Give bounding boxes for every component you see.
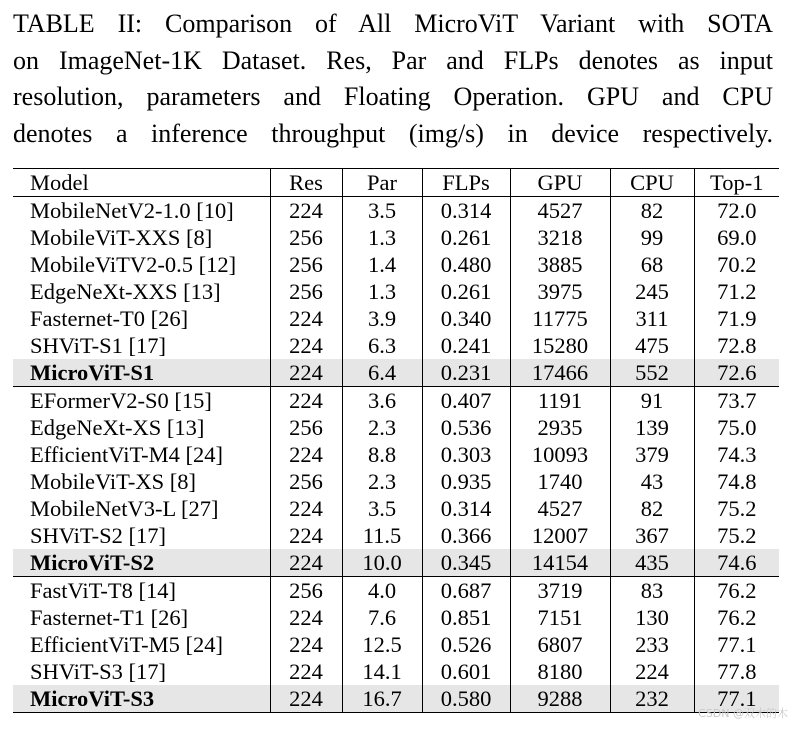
cell-model: EdgeNeXt-XXS [13]: [30, 279, 221, 304]
cell-top1: 74.8: [694, 468, 779, 495]
caption-line: TABLE II: Comparison of All MicroViT Variant with SOTA: [13, 9, 773, 38]
cell-model: EdgeNeXt-XS [13]: [30, 415, 205, 440]
cell-res: 224: [270, 197, 342, 225]
table-row: [13, 414, 779, 441]
cell-gpu: 11775: [510, 305, 610, 332]
cell-flps: 0.231: [422, 359, 510, 387]
cell-par: 3.5: [342, 495, 422, 522]
cell-cpu: 435: [610, 549, 694, 577]
cell-res: 224: [270, 387, 342, 415]
cell-gpu: 9288: [510, 685, 610, 713]
cell-cpu: 82: [610, 495, 694, 522]
header-model: Model: [30, 170, 89, 195]
cell-top1: 73.7: [694, 387, 779, 415]
cell-gpu: 3975: [510, 278, 610, 305]
cell-gpu: 4527: [510, 495, 610, 522]
cell-cpu: 43: [610, 468, 694, 495]
cell-flps: 0.261: [422, 278, 510, 305]
cell-top1: 76.2: [694, 577, 779, 605]
cell-cpu: 224: [610, 658, 694, 685]
cell-par: 11.5: [342, 522, 422, 549]
cell-res: 224: [270, 359, 342, 387]
table-row: [13, 604, 779, 631]
cell-par: 3.6: [342, 387, 422, 415]
cell-gpu: 7151: [510, 604, 610, 631]
table-row-highlight: [13, 685, 779, 713]
cell-cpu: 367: [610, 522, 694, 549]
header-cpu: CPU: [610, 169, 694, 197]
cell-gpu: 1740: [510, 468, 610, 495]
cell-res: 256: [270, 224, 342, 251]
cell-cpu: 311: [610, 305, 694, 332]
cell-par: 7.6: [342, 604, 422, 631]
cell-gpu: 2935: [510, 414, 610, 441]
cell-cpu: 83: [610, 577, 694, 605]
cell-res: 256: [270, 251, 342, 278]
table-row: [13, 278, 779, 305]
table-row: [13, 251, 779, 278]
cell-flps: 0.314: [422, 495, 510, 522]
cell-flps: 0.261: [422, 224, 510, 251]
cell-model: SHViT-S2 [17]: [30, 523, 166, 548]
cell-cpu: 139: [610, 414, 694, 441]
cell-model: MicroViT-S2: [13, 549, 270, 577]
cell-flps: 0.241: [422, 332, 510, 359]
cell-res: 256: [270, 468, 342, 495]
cell-cpu: 99: [610, 224, 694, 251]
cell-res: 256: [270, 278, 342, 305]
cell-par: 2.3: [342, 468, 422, 495]
cell-top1: 70.2: [694, 251, 779, 278]
cell-cpu: 82: [610, 197, 694, 225]
table-body: [13, 197, 779, 713]
cell-gpu: 3719: [510, 577, 610, 605]
cell-flps: 0.601: [422, 658, 510, 685]
cell-model: Fasternet-T0 [26]: [30, 306, 189, 331]
cell-top1: 75.2: [694, 495, 779, 522]
cell-cpu: 68: [610, 251, 694, 278]
cell-par: 2.3: [342, 414, 422, 441]
table-row-highlight: [13, 359, 779, 387]
cell-par: 4.0: [342, 577, 422, 605]
cell-par: 6.4: [342, 359, 422, 387]
cell-model: MobileNetV2-1.0 [10]: [30, 198, 234, 223]
cell-flps: 0.303: [422, 441, 510, 468]
table-row: [13, 332, 779, 359]
caption-line: on ImageNet-1K Dataset. Res, Par and FLPs denotes as input: [13, 45, 773, 75]
cell-flps: 0.526: [422, 631, 510, 658]
cell-par: 1.3: [342, 278, 422, 305]
cell-cpu: 91: [610, 387, 694, 415]
cell-model: MobileViT-XS [8]: [30, 469, 196, 494]
cell-res: 224: [270, 631, 342, 658]
table-caption: [13, 6, 773, 152]
cell-top1: 72.6: [694, 359, 779, 387]
cell-top1: 69.0: [694, 224, 779, 251]
cell-res: 224: [270, 549, 342, 577]
cell-model: EFormerV2-S0 [15]: [30, 388, 212, 413]
cell-res: 224: [270, 305, 342, 332]
cell-flps: 0.340: [422, 305, 510, 332]
table-row: [13, 468, 779, 495]
cell-gpu: 15280: [510, 332, 610, 359]
comparison-table-container: [13, 168, 779, 713]
cell-flps: 0.345: [422, 549, 510, 577]
cell-par: 3.9: [342, 305, 422, 332]
cell-cpu: 245: [610, 278, 694, 305]
header-top1: Top-1: [694, 169, 779, 197]
cell-model: EfficientViT-M4 [24]: [30, 442, 223, 467]
cell-top1: 76.2: [694, 604, 779, 631]
cell-par: 8.8: [342, 441, 422, 468]
cell-par: 1.4: [342, 251, 422, 278]
table-row-highlight: [13, 549, 779, 577]
cell-res: 224: [270, 658, 342, 685]
table-row: [13, 522, 779, 549]
cell-gpu: 1191: [510, 387, 610, 415]
cell-par: 1.3: [342, 224, 422, 251]
cell-top1: 74.3: [694, 441, 779, 468]
cell-res: 224: [270, 685, 342, 713]
cell-flps: 0.314: [422, 197, 510, 225]
cell-top1: 74.6: [694, 549, 779, 577]
cell-top1: 71.2: [694, 278, 779, 305]
cell-par: 3.5: [342, 197, 422, 225]
cell-top1: 72.0: [694, 197, 779, 225]
cell-gpu: 10093: [510, 441, 610, 468]
table-row: [13, 577, 779, 605]
cell-cpu: 475: [610, 332, 694, 359]
table-row: [13, 658, 779, 685]
watermark: CSDN @双木的木: [698, 707, 788, 720]
cell-par: 10.0: [342, 549, 422, 577]
header-flps: FLPs: [422, 169, 510, 197]
cell-model: SHViT-S3 [17]: [30, 659, 166, 684]
cell-cpu: 130: [610, 604, 694, 631]
table-row: [13, 631, 779, 658]
cell-res: 224: [270, 441, 342, 468]
cell-gpu: 12007: [510, 522, 610, 549]
cell-res: 224: [270, 495, 342, 522]
table-row: [13, 495, 779, 522]
cell-cpu: 232: [610, 685, 694, 713]
cell-model: MobileViTV2-0.5 [12]: [30, 252, 237, 277]
table-row: [13, 305, 779, 332]
cell-gpu: 6807: [510, 631, 610, 658]
cell-top1: 77.1: [694, 631, 779, 658]
cell-flps: 0.366: [422, 522, 510, 549]
table-header: [13, 169, 779, 197]
cell-flps: 0.536: [422, 414, 510, 441]
cell-cpu: 233: [610, 631, 694, 658]
cell-top1: 77.1: [694, 685, 779, 713]
cell-par: 12.5: [342, 631, 422, 658]
cell-model: MobileViT-XXS [8]: [30, 225, 213, 250]
cell-model: FastViT-T8 [14]: [30, 578, 176, 603]
cell-top1: 75.0: [694, 414, 779, 441]
cell-gpu: 8180: [510, 658, 610, 685]
cell-model: MicroViT-S3: [13, 685, 270, 713]
header-res: Res: [270, 169, 342, 197]
cell-top1: 77.8: [694, 658, 779, 685]
cell-par: 14.1: [342, 658, 422, 685]
header-row: [13, 169, 779, 197]
header-gpu: GPU: [510, 169, 610, 197]
header-par: Par: [342, 169, 422, 197]
table-row: [13, 387, 779, 415]
table-row: [13, 224, 779, 251]
cell-res: 224: [270, 604, 342, 631]
cell-gpu: 3218: [510, 224, 610, 251]
cell-flps: 0.851: [422, 604, 510, 631]
table-row: [13, 197, 779, 225]
cell-top1: 72.8: [694, 332, 779, 359]
cell-gpu: 3885: [510, 251, 610, 278]
cell-flps: 0.480: [422, 251, 510, 278]
cell-res: 256: [270, 414, 342, 441]
cell-model: MobileNetV3-L [27]: [30, 496, 219, 521]
cell-gpu: 4527: [510, 197, 610, 225]
cell-cpu: 379: [610, 441, 694, 468]
caption-line: denotes a inference throughput (img/s) in device respectively.: [13, 118, 773, 148]
cell-cpu: 552: [610, 359, 694, 387]
cell-model: SHViT-S1 [17]: [30, 333, 166, 358]
cell-res: 224: [270, 332, 342, 359]
cell-flps: 0.687: [422, 577, 510, 605]
cell-par: 16.7: [342, 685, 422, 713]
cell-model: MicroViT-S1: [13, 359, 270, 387]
cell-model: EfficientViT-M5 [24]: [30, 632, 223, 657]
cell-par: 6.3: [342, 332, 422, 359]
caption-line: resolution, parameters and Floating Operation. GPU and CPU: [13, 82, 773, 111]
cell-flps: 0.407: [422, 387, 510, 415]
comparison-table: [13, 168, 779, 713]
cell-gpu: 14154: [510, 549, 610, 577]
table-row: [13, 441, 779, 468]
cell-res: 224: [270, 522, 342, 549]
cell-model: Fasternet-T1 [26]: [30, 605, 189, 630]
cell-gpu: 17466: [510, 359, 610, 387]
cell-flps: 0.580: [422, 685, 510, 713]
cell-top1: 71.9: [694, 305, 779, 332]
cell-flps: 0.935: [422, 468, 510, 495]
cell-res: 256: [270, 577, 342, 605]
cell-top1: 75.2: [694, 522, 779, 549]
